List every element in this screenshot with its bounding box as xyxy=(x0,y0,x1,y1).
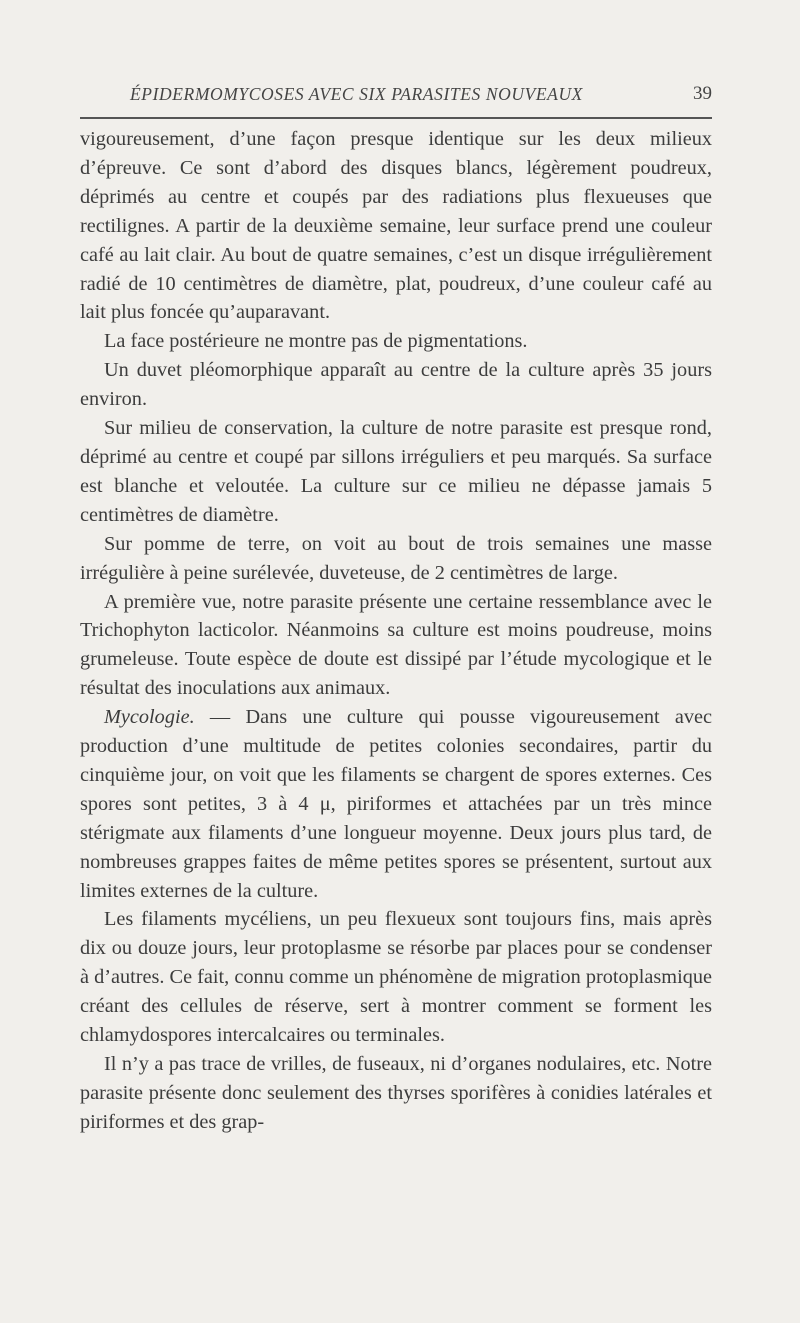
paragraph-continued: vigoureusement, d’une façon presque identique sur les deux milieux d’épreuve. Ce sont d’abord des disques blancs, légèrement poudreux, déprimés au centre et coupés par des radiations plus flexueuses que rectilignes. A partir de la deuxième semaine, leur surface prend une couleur café au lait clair. Au bout de quatre semaines, c’est un disque irrégulièrement radié de 10 centimètres de diamètre, plat, poudreux, d’une couleur café au lait plus foncée qu’auparavant. xyxy=(80,128,712,324)
paragraph: Sur pomme de terre, on voit au bout de trois semaines une masse irrégulière à peine surélevée, duveteuse, de 2 centimètres de large. xyxy=(80,532,712,584)
body-text xyxy=(80,125,712,1137)
paragraph: Un duvet pléomorphique apparaît au centre de la culture après 35 jours environ. xyxy=(80,359,712,411)
paragraph-last: Il n’y a pas trace de vrilles, de fuseaux, ni d’organes nodulaires, etc. Notre parasite présente donc seulement des thyrses sporifères à conidies latérales et piriformes et des grap- xyxy=(80,1053,712,1133)
paragraph: Sur milieu de conservation, la culture de notre parasite est presque rond, déprimé au centre et coupé par sillons irréguliers et peu marqués. Sa surface est blanche et veloutée. La culture sur ce milieu ne dépasse jamais 5 centimètres de diamètre. xyxy=(80,417,712,526)
running-head xyxy=(80,84,712,112)
paragraph: A première vue, notre parasite présente une certaine ressemblance avec le Trichophyton lacticolor. Néanmoins sa culture est moins poudreuse, moins grumeleuse. Toute espèce de doute est dissipé par l’étude mycologique et le résultat des inoculations aux animaux. xyxy=(80,590,712,700)
paragraph: La face postérieure ne montre pas de pigmentations. xyxy=(104,330,528,353)
paragraph: Les filaments mycéliens, un peu flexueux sont toujours fins, mais après dix ou douze jours, leur protoplasme se résorbe par places pour se condenser à d’autres. Ce fait, connu comme un phénomène de migration protoplasmique créant des cellules de réserve, sert à montrer comment se forment les chlamydospores intercalcaires ou terminales. xyxy=(80,908,712,1047)
running-title: ÉPIDERMOMYCOSES AVEC SIX PARASITES NOUVEAUX xyxy=(130,84,583,104)
mycology-text: — Dans une culture qui pousse vigoureusement avec production d’une multitude de petites colonies secondaires, partir du cinquième jour, on voit que les filaments se chargent de spores externes. Ces spores sont petites, 3 à 4 μ, piriformes et attachées par un très mince stérigmate aux filaments d’une longueur moyenne. Deux jours plus tard, de nombreuses grappes faites de même petites spores se présentent, surtout aux limites externes de la culture. xyxy=(80,706,712,902)
mycology-label: Mycologie. xyxy=(104,706,195,729)
header-rule xyxy=(80,117,712,119)
page-number: 39 xyxy=(693,83,712,104)
mycology-paragraph xyxy=(80,703,712,905)
